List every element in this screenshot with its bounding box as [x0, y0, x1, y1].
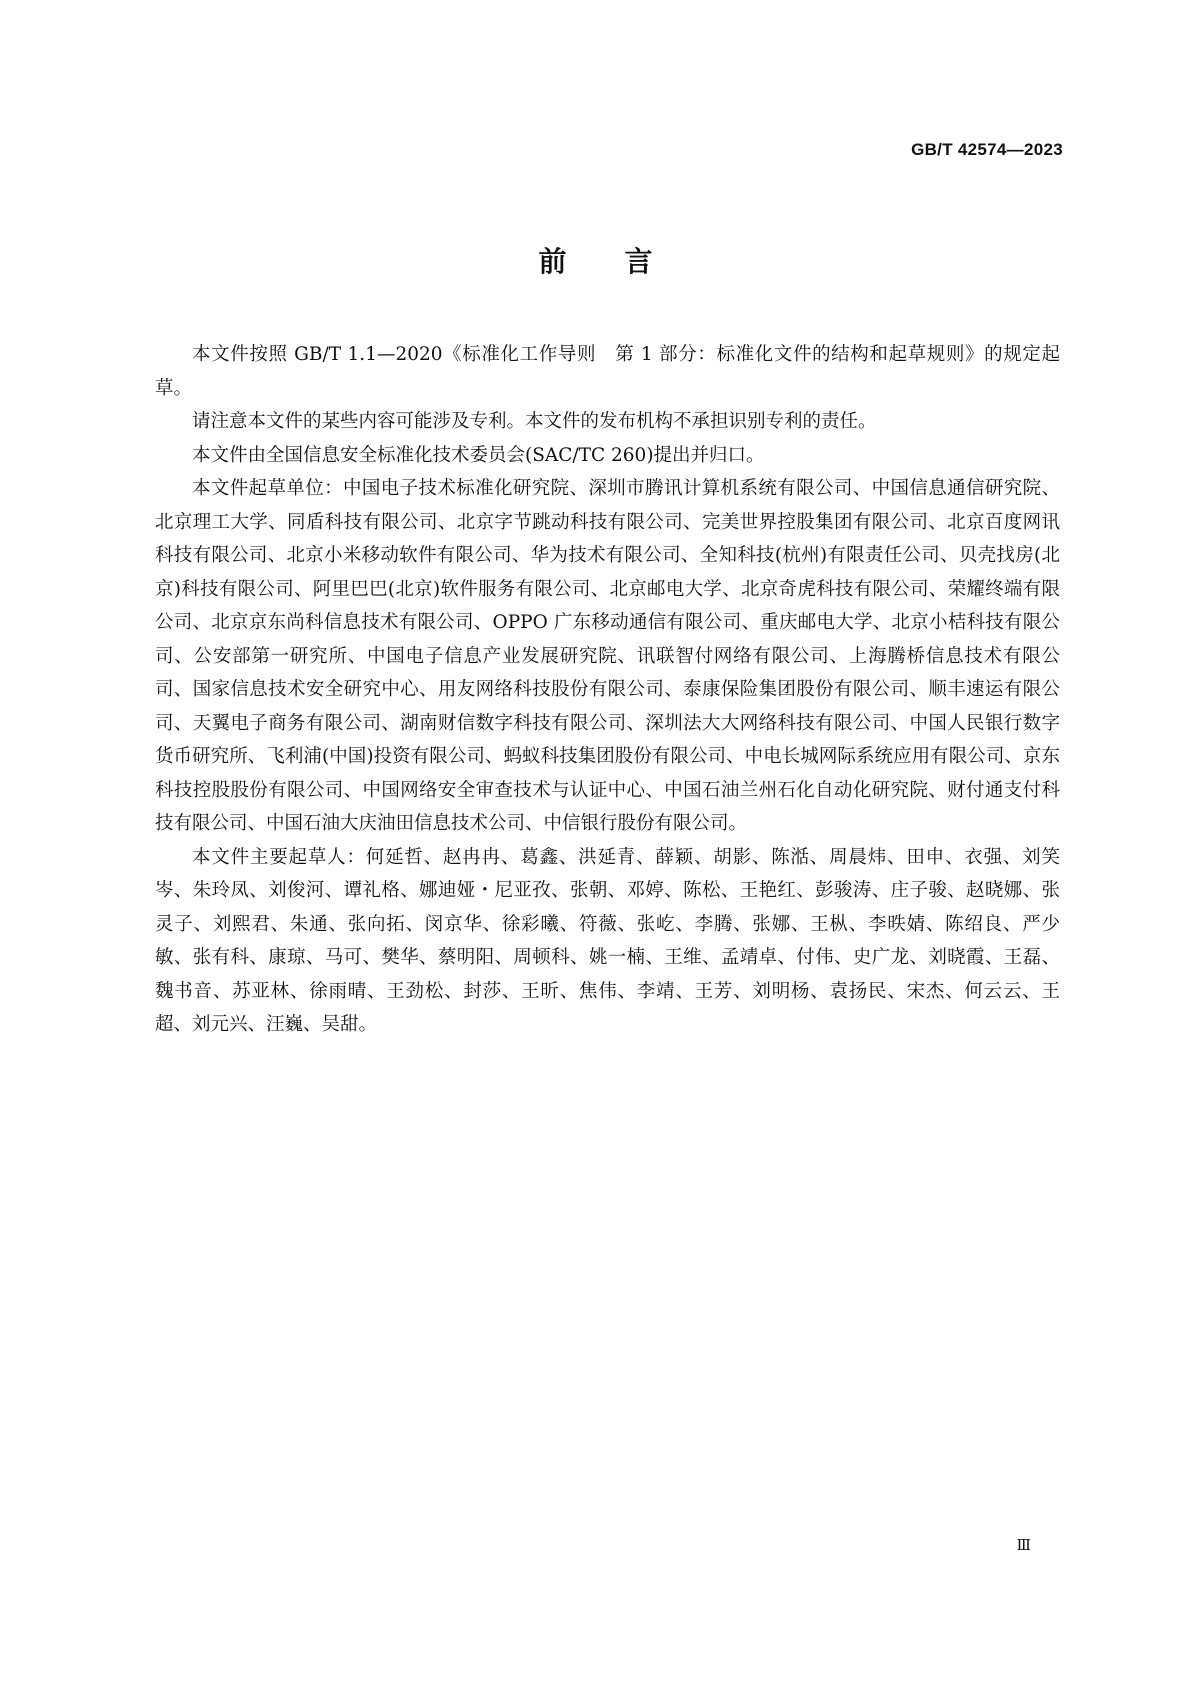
- page-number: Ⅲ: [1016, 1536, 1031, 1554]
- paragraph-proposer: 本文件由全国信息安全标准化技术委员会(SAC/TC 260)提出并归口。: [192, 444, 765, 466]
- document-code: GB/T 42574—2023: [911, 140, 1063, 159]
- paragraph-patent-notice: 请注意本文件的某些内容可能涉及专利。本文件的发布机构不承担识别专利的责任。: [192, 411, 877, 432]
- paragraph-drafting-units: 本文件起草单位：中国电子技术标准化研究院、深圳市腾讯计算机系统有限公司、中国信息通信研究院、北京理工大学、同盾科技有限公司、北京字节跳动科技有限公司、完美世界控股集团有限公司、北京百度网讯科技有限公司、北京小米移动软件有限公司、华为技术有限公司、全知科技(杭州)有限责任公司、贝壳找房(北京)科技有限公司、阿里巴巴(北京)软件服务有限公司、北京邮电大学、北京奇虎科技有限公司、荣耀终端有限公司、北京京东尚科信息技术有限公司、OPPO 广东移动通信有限公司、重庆邮电大学、北京小桔科技有限公司、公安部第一研究所、中国电子信息产业发展研究院、讯联智付网络有限公司、上海腾桥信息技术有限公司、国家信息技术安全研究中心、用友网络科技股份有限公司、泰康保险集团股份有限公司、顺丰速运有限公司、天翼电子商务有限公司、湖南财信数字科技有限公司、深圳法大大网络科技有限公司、中国人民银行数字货币研究所、飞利浦(中国)投资有限公司、蚂蚁科技集团股份有限公司、中电长城网际系统应用有限公司、京东科技控股股份有限公司、中国网络安全审查技术与认证中心、中国石油兰州石化自动化研究院、财付通支付科技有限公司、中国石油大庆油田信息技术公司、中信银行股份有限公司。: [155, 478, 1060, 834]
- paragraph-drafters: 本文件主要起草人：何延哲、赵冉冉、葛鑫、洪延青、薛颖、胡影、陈湉、周晨炜、田申、衣强、刘笑岑、朱玲凤、刘俊河、谭礼格、娜迪娅・尼亚孜、张朝、邓婷、陈松、王艳红、彭骏涛、庄子骏、赵晓娜、张灵子、刘熙君、朱通、张向拓、闵京华、徐彩曦、符薇、张屹、李腾、张娜、王枞、李昳婧、陈绍良、严少敏、张有科、康琼、马可、樊华、蔡明阳、周顿科、姚一楠、王维、孟靖卓、付伟、史广龙、刘晓霞、王磊、魏书音、苏亚林、徐雨晴、王劲松、封莎、王昕、焦伟、李靖、王芳、刘明杨、袁扬民、宋杰、何云云、王超、刘元兴、汪巍、吴甜。: [155, 846, 1060, 1035]
- foreword-body: [155, 338, 1060, 1042]
- page-title: 前言: [538, 245, 711, 278]
- paragraph-drafting-rules: 本文件按照 GB/T 1.1—2020《标准化工作导则 第 1 部分：标准化文件的结构和起草规则》的规定起草。: [155, 344, 1060, 399]
